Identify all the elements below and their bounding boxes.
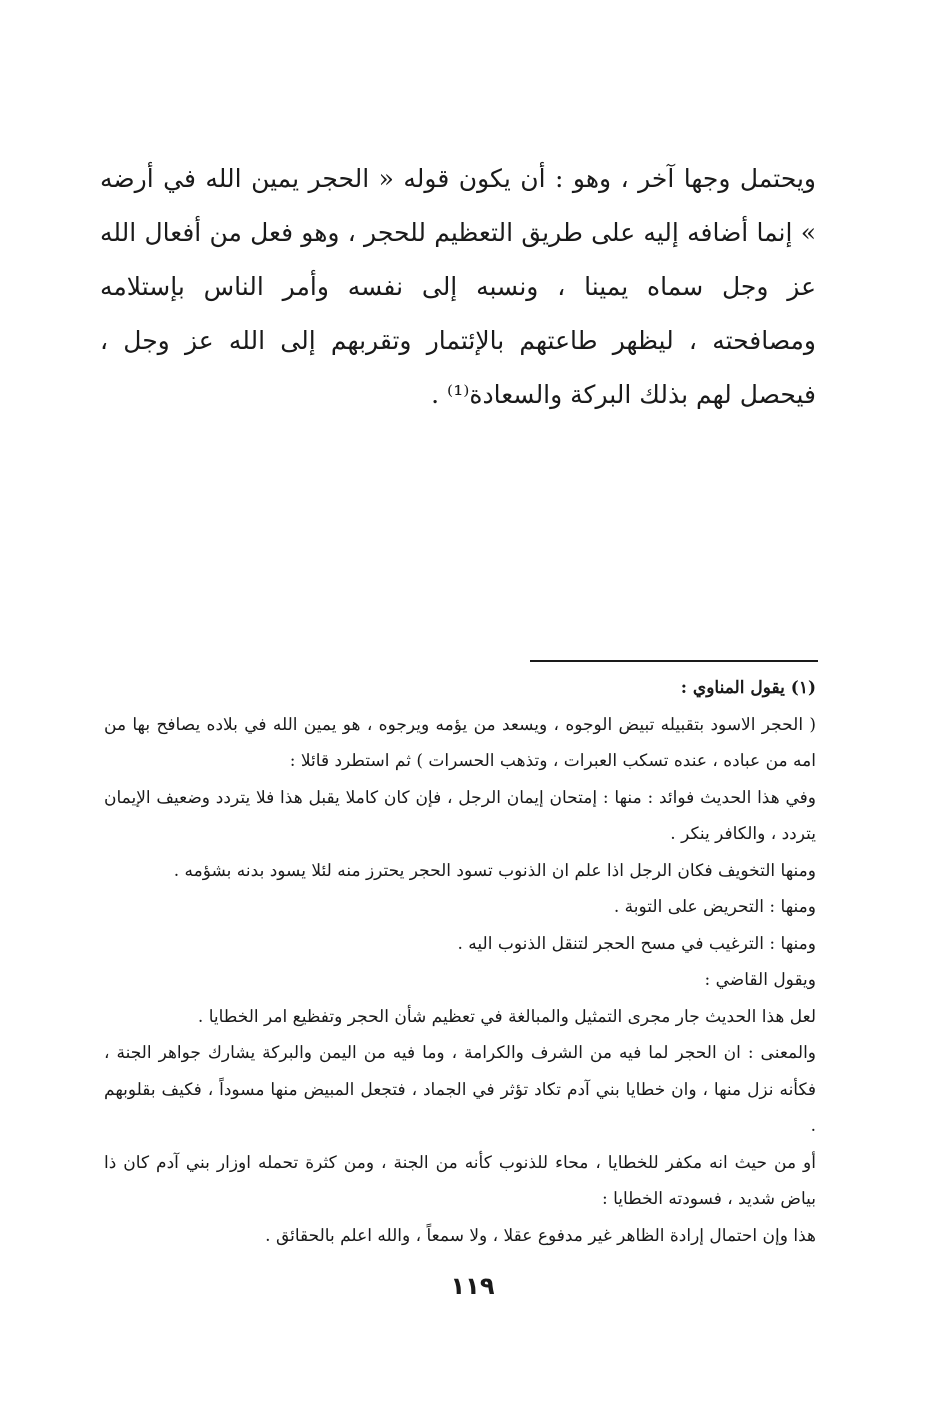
- footnote-paragraph: والمعنى : ان الحجر لما فيه من الشرف والكرامة ، وما فيه من اليمن والبركة يشارك جواهر الجنة ، فكأنه نزل منها ، وان خطايا بني آدم تكاد تؤثر في الجماد ، فتجعل المبيض منها مسوداً ، فكيف بقلوبهم .: [104, 1043, 816, 1136]
- footnote-paragraph: لعل هذا الحديث جار مجرى التمثيل والمبالغة في تعظيم شأن الحجر وتفظيع امر الخطايا .: [197, 1006, 816, 1027]
- page-number: ١١٩: [450, 1272, 495, 1300]
- footnote-paragraph: هذا وإن احتمال إرادة الظاهر غير مدفوع عقلا ، ولا سمعاً ، والله اعلم بالحقائق .: [265, 1225, 816, 1246]
- footnotes-block: [104, 670, 816, 1254]
- footnote-paragraph: ومنها التخويف فكان الرجل اذا علم ان الذنوب تسود الحجر يحترز منه لئلا يسود بدنه بشؤمه .: [173, 860, 816, 881]
- footnote-paragraph: أو من حيث انه مكفر للخطايا ، محاء للذنوب كأنه من الجنة ، ومن كثرة تحمله اوزار بني آدم كان ذا بياض شديد ، فسودته الخطايا :: [104, 1152, 816, 1209]
- footnote-paragraph: ويقول القاضي :: [704, 970, 816, 990]
- footnote-heading: (١) يقول المناوي :: [680, 678, 816, 698]
- main-paragraph: ويحتمل وجها آخر ، وهو : أن يكون قوله « الحجر يمين الله في أرضه » إنما أضافه إليه على طريق التعظيم للحجر ، وهو فعل من أفعال الله عز وجل سماه يمينا ، ونسبه إلى نفسه وأمر الناس بإستلامه ومصافحته ، ليظهر طاعتهم بالإئتمار وتقربهم إلى الله عز وجل ، فيحصل لهم بذلك البركة والسعادة⁽¹⁾ .: [100, 164, 816, 409]
- footnote-paragraph: وفي هذا الحديث فوائد : منها : إمتحان إيمان الرجل ، فإن كان كاملا يقبل هذا فلا يتردد وضعيف الإيمان يتردد ، والكافر ينكر .: [104, 787, 816, 844]
- footnote-paragraph: ( الحجر الاسود بتقبيله تبيض الوجوه ، ويسعد من يؤمه ويرجوه ، هو يمين الله في بلاده يصافح بها من امه من عباده ، عنده تسكب العبرات ، وتذهب الحسرات ) ثم استطرد قائلا :: [104, 714, 816, 771]
- footnote-paragraph: ومنها : الترغيب في مسح الحجر لتنقل الذنوب اليه .: [457, 933, 816, 954]
- footnote-separator: [530, 660, 818, 662]
- footnote-paragraph: ومنها : التحريض على التوبة .: [613, 897, 816, 917]
- main-body-text: [100, 152, 816, 422]
